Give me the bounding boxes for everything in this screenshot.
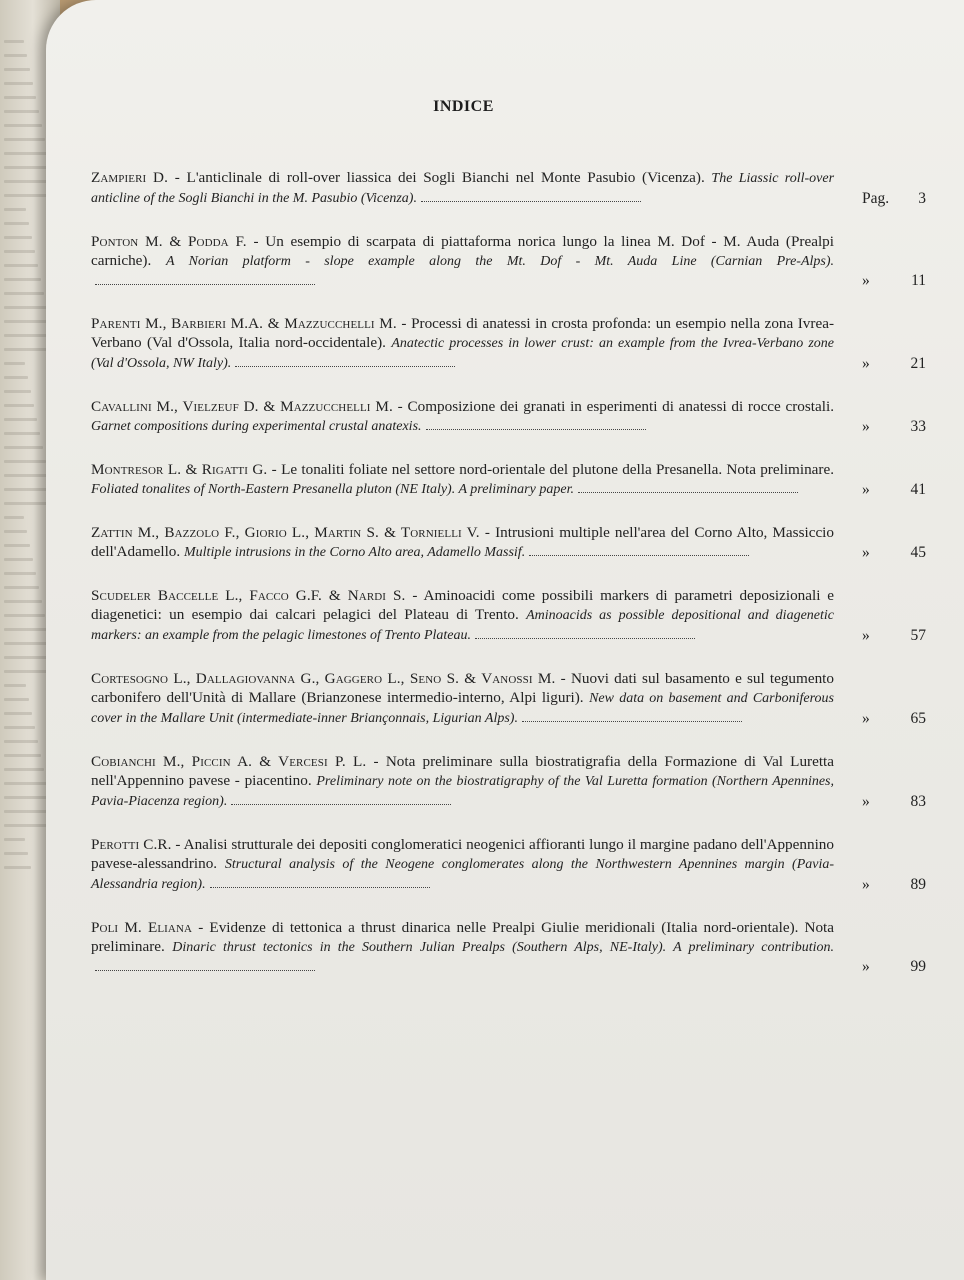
ghost-text-line [4,222,29,225]
dot-leader [426,429,646,430]
ghost-text-line [4,110,39,113]
ghost-text-line [4,390,31,393]
ghost-text-line [4,418,37,421]
ghost-text-line [4,40,24,43]
ghost-text-line [4,558,33,561]
page-number: 99 [910,958,926,975]
entry-translation: New data on basement and Carboniferous cover in the Mallare Unit (intermediate-inner Briançonnais, Ligurian Alps). [91,691,834,726]
page-number: 21 [910,355,926,372]
page-mark: » [862,481,870,498]
ghost-text-line [4,264,38,267]
book-page [46,0,964,1280]
page-reference [840,480,926,499]
page-title: INDICE [433,98,494,115]
entry-authors: Poli M. Eliana - [91,919,204,936]
page-reference [840,189,926,208]
toc-entry [91,586,926,645]
ghost-text-line [4,782,47,785]
ghost-text-line [4,530,27,533]
entry-authors: Scudeler Baccelle L., Facco G.F. & Nardi S. - [91,587,418,604]
entry-title: Evidenze di tettonica a thrust dinarica nelle Prealpi Giulie meridionali (Italia nord-orientale). Nota preliminare. [91,919,834,955]
page-reference [840,792,926,811]
entry-authors: Cavallini M., Vielzeuf D. & Mazzucchelli M. - [91,398,403,415]
ghost-text-line [4,376,28,379]
toc-entry [91,669,926,728]
ghost-text-line [4,208,26,211]
ghost-text-line [4,306,47,309]
dot-leader [95,970,315,971]
entry-translation: Aminoacids as possible depositional and diagenetic markers: an example from the pelagic limestones of Trento Plateau. [91,608,834,643]
dot-leader [421,201,641,202]
ghost-text-line [4,866,31,869]
entry-title: Aminoacidi come possibili markers di parametri deposizionali e diagenetici: un esempio dai calcari pelagici del Plateau di Trento. [91,587,834,623]
entry-authors: Cortesogno L., Dallagiovanna G., Gaggero L., Seno S. & Vanossi M. - [91,670,566,687]
page-number: 33 [910,418,926,435]
page-number: 89 [910,876,926,893]
page-number: 11 [911,272,926,289]
entry-translation: Multiple intrusions in the Corno Alto area, Adamello Massif. [184,545,526,560]
entry-title: Nota preliminare sulla biostratigrafia della Formazione di Val Luretta nell'Appennino pavese - piacentino. [91,753,835,789]
ghost-text-line [4,698,29,701]
ghost-text-line [4,124,42,127]
ghost-text-line [4,544,30,547]
dot-leader [95,284,315,285]
entry-title: L'anticlinale di roll-over liassica dei Sogli Bianchi nel Monte Pasubio (Vicenza). [186,169,705,186]
dot-leader [210,887,430,888]
page-reference [840,271,926,290]
dot-leader [235,366,455,367]
ghost-text-line [4,250,35,253]
entry-authors: Cobianchi M., Piccin A. & Vercesi P. L. - [91,753,379,770]
ghost-text-line [4,684,26,687]
ghost-text-line [4,516,24,519]
ghost-text-line [4,446,43,449]
entry-title: Analisi strutturale dei depositi conglomeratici neogenici affioranti lungo il margine padano dell'Appennino pavese-alessandrino. [91,836,834,872]
dot-leader [231,804,451,805]
ghost-text-line [4,614,45,617]
ghost-text-line [4,600,42,603]
page-reference [840,957,926,976]
page-mark: » [862,876,870,893]
page-mark: Pag. [862,190,890,207]
entry-translation: Foliated tonalites of North-Eastern Presanella pluton (NE Italy). A preliminary paper. [91,482,574,497]
entry-title: Composizione dei granati in esperimenti di anatessi di rocce crostali. [407,398,834,415]
ghost-text-line [4,796,50,799]
ghost-text-line [4,152,48,155]
toc-entry [91,397,926,436]
ghost-text-line [4,96,36,99]
page-mark: » [862,418,870,435]
page-number: 45 [910,544,926,561]
ghost-text-line [4,54,27,57]
ghost-text-line [4,628,48,631]
page-reference [840,626,926,645]
entry-translation: A Norian platform - slope example along the Mt. Dof - Mt. Auda Line (Carnian Pre-Alps). [165,254,834,269]
ghost-text-line [4,852,28,855]
page-mark: » [862,958,870,975]
page-mark: » [862,355,870,372]
entry-title: Nuovi dati sul basamento e sul tegumento carbonifero dell'Unità di Mallare (Brianzonese intermedio-interno, Alpi liguri). [91,670,834,706]
dot-leader [529,555,749,556]
page-reference [840,417,926,436]
toc-entry [91,918,926,976]
entry-title: Le tonaliti foliate nel settore nord-orientale del plutone della Presanella. Nota preliminare. [281,461,835,478]
entry-translation: Anatectic processes in lower crust: an example from the Ivrea-Verbano zone (Val d'Ossola, NW Italy). [91,336,835,371]
page-mark: » [862,710,870,727]
ghost-text-line [4,488,52,491]
entry-authors: Zattin M., Bazzolo F., Giorio L., Martin S. & Tornielli V. - [91,524,490,541]
ghost-text-line [4,474,49,477]
ghost-text-line [4,362,25,365]
ghost-text-line [4,166,51,169]
toc-entry [91,752,926,811]
table-of-contents [91,168,926,1000]
ghost-text-line [4,586,39,589]
dot-leader [475,638,695,639]
ghost-text-line [4,642,51,645]
ghost-text-line [4,838,25,841]
ghost-text-line [4,68,30,71]
page-number: 3 [918,190,926,207]
toc-entry [91,835,926,894]
entry-authors: Parenti M., Barbieri M.A. & Mazzucchelli M. - [91,315,407,332]
ghost-text-line [4,404,34,407]
ghost-text-line [4,432,40,435]
ghost-text-line [4,726,35,729]
page-reference [840,543,926,562]
entry-title: Processi di anatessi in crosta profonda: un esempio nella zona Ivrea-Verbano (Val d'Ossola, Italia nord-occidentale). [91,315,835,351]
entry-translation: Structural analysis of the Neogene conglomerates along the Northwestern Apennines margin (Pavia-Alessandria region). [91,857,835,892]
ghost-text-line [4,138,45,141]
entry-authors: Ponton M. & Podda F. - [91,233,259,250]
page-mark: » [862,544,870,561]
page-mark: » [862,793,870,810]
entry-translation: Garnet compositions during experimental crustal anatexis. [91,419,422,434]
entry-authors: Montresor L. & Rigatti G. - [91,461,277,478]
dot-leader [578,492,798,493]
entry-translation: Preliminary note on the biostratigraphy of the Val Luretta formation (Northern Apennines, Pavia-Piacenza region). [91,774,835,809]
entry-title: Un esempio di scarpata di piattaforma norica lungo la linea M. Dof - M. Auda (Prealpi carniche). [91,233,834,269]
toc-entry [91,232,926,290]
ghost-text-line [4,320,50,323]
ghost-text-line [4,740,38,743]
page-reference [840,875,926,894]
entry-authors: Zampieri D. - [91,169,180,186]
ghost-text-line [4,460,46,463]
ghost-text-line [4,278,41,281]
toc-entry [91,314,926,373]
ghost-text-line [4,768,44,771]
entry-translation: Dinaric thrust tectonics in the Southern Julian Prealps (Southern Alps, NE-Italy). A preliminary contribution. [172,940,834,955]
page-reference [840,709,926,728]
page-reference [840,354,926,373]
ghost-text-line [4,82,33,85]
ghost-text-line [4,292,44,295]
page-number: 65 [910,710,926,727]
entry-title: Intrusioni multiple nell'area del Corno Alto, Massiccio dell'Adamello. [91,524,834,560]
dot-leader [522,721,742,722]
page-number: 41 [910,481,926,498]
page-mark: » [862,272,870,289]
ghost-text-line [4,236,32,239]
page-number: 83 [910,793,926,810]
entry-authors: Perotti C.R. - [91,836,181,853]
page-number: 57 [910,627,926,644]
entry-translation: The Liassic roll-over anticline of the Sogli Bianchi in the M. Pasubio (Vicenza). [91,171,835,206]
ghost-text-line [4,712,32,715]
toc-entry [91,168,926,208]
toc-entry [91,460,926,499]
toc-entry [91,523,926,562]
ghost-text-line [4,754,41,757]
page-mark: » [862,627,870,644]
ghost-text-line [4,572,36,575]
